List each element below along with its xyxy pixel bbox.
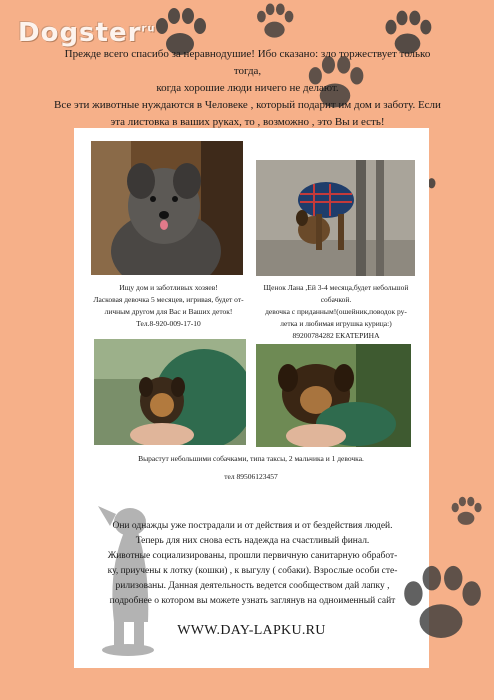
ad-caption: Щенок Лана ,Ей 3-4 месяца,будет небольшой собачкой. девочка с приданным!(ошейник,поводок ру- летка и любимая игрушка курица:) 89200784282 ЕКАТЕРИНА [263,283,409,340]
intro-text: Прежде всего спасибо за неравнодушие! Ибо сказано: зло торжествует только тогда, когда хорошие люди ничего не делают. Все эти животные нуждаются в Человеке , который подарит им дом и заботу. Если эта листовка в ваших руках, то , возможно , это Вы и есть! [54,48,441,128]
paw-print-icon [448,495,484,529]
puppy-photo [256,160,415,276]
paw-print-icon [252,2,297,42]
ad-caption: Ищу дом и заботливых хозяев! Ласковая девочка 5 месяцев, игривая, будет от- личным другом для Вас и Ваших деток! Тел.8-920-009-17-10 [93,283,244,328]
bottom-text: Они однажды уже пострадали и от действия и от бездействия людей. Теперь для них снова есть надежда на счастливый финал. Животные социализированы, прошли первичную санитарную обработ- ку, приучены к лотку (кошки) , к выгулу ( собаки). Взрослые особи сте- рилизованы. Данная деятельность ведется сообществом дай лапку , подробнее о котором вы можете узнать заглянув на одноименный сайт [107,521,398,606]
dogster-logo: Dogster$^{ru}$ [18,18,156,48]
puppy-photo [94,339,246,445]
puppy-photo [91,141,243,275]
ad-caption: Вырастут небольшими собачками, типа таксы, 2 мальчика и 1 девочка. тел 89506123457 [138,454,364,481]
puppy-photo [256,344,411,447]
website-url: WWW.DAY-LAPKU.RU [177,623,326,638]
